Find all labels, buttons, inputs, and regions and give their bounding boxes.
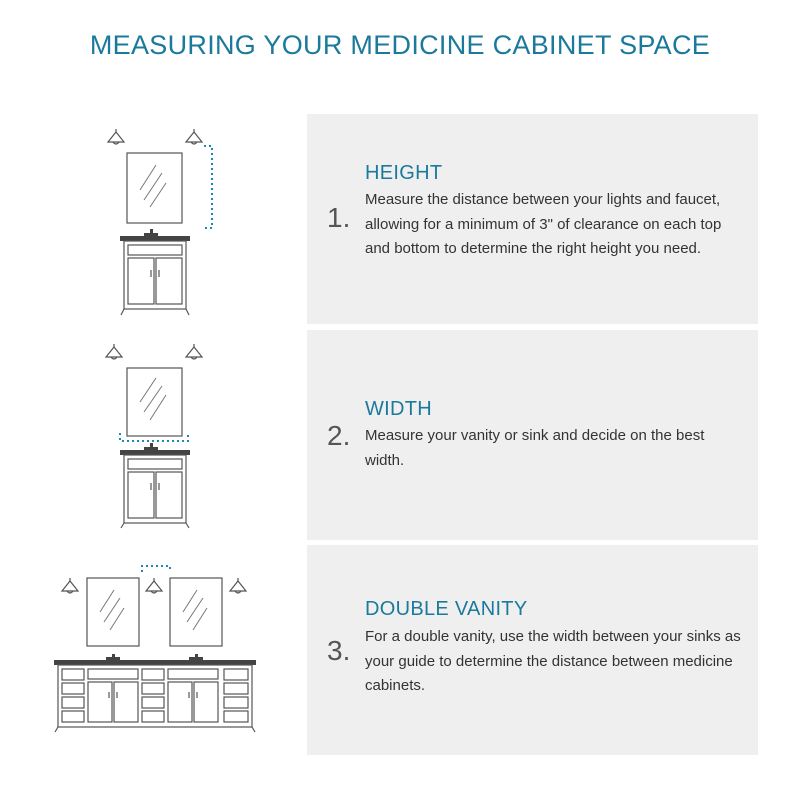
wall-light-icon [106, 344, 122, 359]
distance-measure-line [142, 566, 170, 572]
wall-light-icon [108, 129, 124, 144]
faucet-icon [144, 443, 158, 450]
step-number: 2. [327, 420, 351, 451]
medicine-cabinet-mirror-left [87, 578, 139, 646]
double-vanity-illustration [52, 560, 262, 735]
height-measure-line [204, 146, 212, 228]
wall-light-icon [186, 344, 202, 359]
page-title: MEASURING YOUR MEDICINE CABINET SPACE [89, 30, 711, 60]
wall-light-icon [146, 578, 162, 593]
step-panel-height [307, 114, 758, 324]
medicine-cabinet-mirror-right [170, 578, 222, 646]
vanity-countertop [120, 236, 190, 241]
step-description: Measure the distance between your lights and faucet, allowing for a minimum of 3" of clearance on each top and bottom to determine the right height you need. [365, 191, 722, 257]
vanity-countertop [120, 450, 190, 455]
step-description: Measure your vanity or sink and decide on the best width. [365, 427, 705, 469]
wall-light-icon [230, 578, 246, 593]
faucet-icon [189, 654, 203, 660]
medicine-cabinet-mirror [127, 368, 182, 436]
step-description: For a double vanity, use the width between your sinks as your guide to determine the distance between medicine cabinets. [365, 628, 741, 694]
medicine-cabinet-mirror [127, 153, 182, 223]
vanity-countertop [54, 660, 256, 665]
step-panel-width [307, 330, 758, 540]
faucet-icon [144, 229, 158, 236]
height-illustration [100, 125, 220, 320]
faucet-icon [106, 654, 120, 660]
step-number: 1. [327, 202, 351, 233]
width-illustration [100, 340, 220, 530]
wall-light-icon [186, 129, 202, 144]
step-number: 3. [327, 635, 351, 666]
wall-light-icon [62, 578, 78, 593]
step-heading: WIDTH [365, 398, 433, 420]
step-panel-double-vanity [307, 545, 758, 755]
step-heading: HEIGHT [365, 162, 443, 184]
step-heading: DOUBLE VANITY [365, 598, 528, 620]
